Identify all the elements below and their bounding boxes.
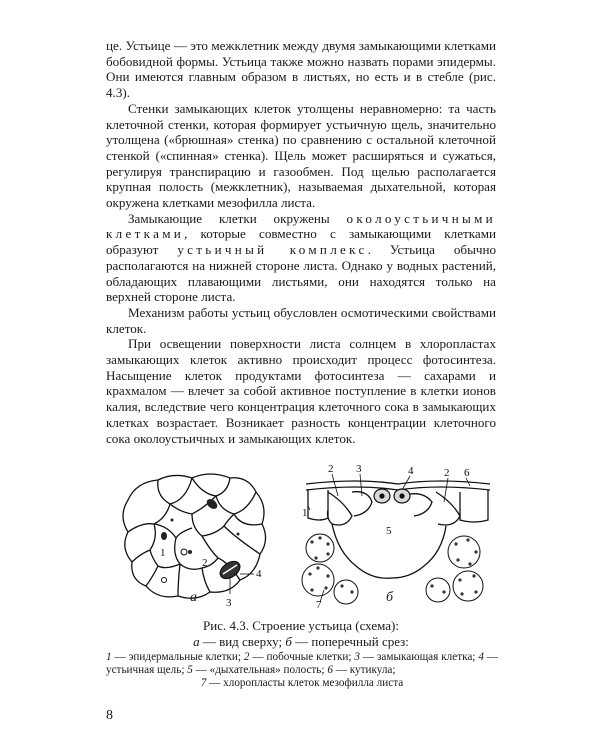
fig-b-num-2-right: 2 [444,467,450,479]
figure-a-label: а [190,590,197,605]
legend-num-7: 7 [200,677,207,690]
figure-4-3 [106,462,496,612]
caption-part-b-letter: б [285,633,292,649]
fig-b-num-6: 6 [464,467,470,479]
legend-text-2: — побочные клетки; [249,651,355,663]
figure-legend [106,651,498,691]
legend-text-5: — «дыхательная» полость; [192,664,328,677]
fig-b-num-4: 4 [408,465,414,477]
legend-num-3: 3 [354,651,360,663]
figure-b-label: б [386,590,394,605]
paragraph-3 [106,211,496,305]
fig-b-num-7: 7 [316,599,322,610]
figure-a-top-view [106,462,276,610]
figure-b-cross-section [298,462,498,610]
caption-part-a-text: — вид сверху; [199,633,286,649]
page-number: 8 [106,708,113,723]
term-peristomatal-cells: околоустьичными клетками [106,210,496,242]
legend-text-6: — кутикула; [332,664,396,677]
fig-b-num-1: 1 [302,507,308,519]
fig-a-num-2: 2 [202,557,208,569]
legend-text-3: — замыкающая клетка; [360,651,479,663]
paragraph-3-part-a: Замыкающие клетки окружены [128,210,347,226]
fig-a-num-1: 1 [160,547,166,559]
body-text [106,38,496,446]
caption-part-a-letter: а [193,633,200,649]
caption-part-b-text: — поперечный срез: [291,633,409,649]
fig-a-num-4: 4 [256,568,262,580]
legend-num-5: 5 [187,664,193,677]
caption-parts [106,634,496,650]
legend-num-6: 6 [327,664,333,677]
caption-title: Рис. 4.3. Строение устьица (схема): [203,618,399,633]
paragraph-5: При освещении поверхности листа солнцем в хлоропластах замыкающих клеток активно происходит процесс фотосинтеза. Насыщение клеток продуктами фотосинтеза — сахарами и крахмалом — влечет за собой активное поступление в клетки ионов калия, вследствие чего концентрация клеточного сока в замыкающих клетках возрастает. Возникает разность концентрации клеточного сока околоустьичных и замыкающих клеток. [106,336,496,446]
fig-b-num-2-left: 2 [328,463,334,475]
fig-b-num-5: 5 [386,525,392,537]
fig-b-num-3: 3 [356,463,362,475]
figure-caption [106,618,496,649]
fig-a-num-3: 3 [226,597,232,609]
legend-num-4: 4 [478,651,484,663]
term-stomatal-complex: устьичный комплекс [177,242,368,258]
legend-text-1: — эпидермальные клетки; [111,651,244,663]
paragraph-4: Механизм работы устьиц обусловлен осмотическими свойствами клеток. [106,304,496,336]
legend-num-2: 2 [243,651,250,663]
paragraph-1: це. Устьице — это межклетник между двумя замыкающими клетками бобовидной формы. Устьица также можно назвать порами эпидермы. Они имеются главным образом в листьях, но есть и в стебле (рис. 4.3). [106,38,496,101]
legend-text-4: — устьичная щель; [106,651,499,677]
paragraph-3-part-b: , которые совместно с замыкающими клетками образуют [106,226,496,258]
legend-last-line [106,677,498,690]
legend-text-7: — хлоропласты клеток мезофилла листа [206,677,404,690]
legend-num-1: 1 [106,651,112,663]
paragraph-3-part-c: . Устьица обычно располагаются на нижней стороне листа. Однако у водных растений, обладающих плавающими листьями, они находятся только на верхней стороне листа. [106,242,497,305]
paragraph-2: Стенки замыкающих клеток утолщены неравномерно: та часть клеточной стенки, которая формирует устьичную щель, значительно утолщена («брюшная» стенка) по сравнению с остальной клеточной стенкой («спинная» стенка). Щель может расширяться и сужаться, регулируя транспирацию и газообмен. Под щелью располагается крупная полость (межклетник), называемая дыхательной, которая окружена клетками мезофилла листа. [106,100,496,211]
